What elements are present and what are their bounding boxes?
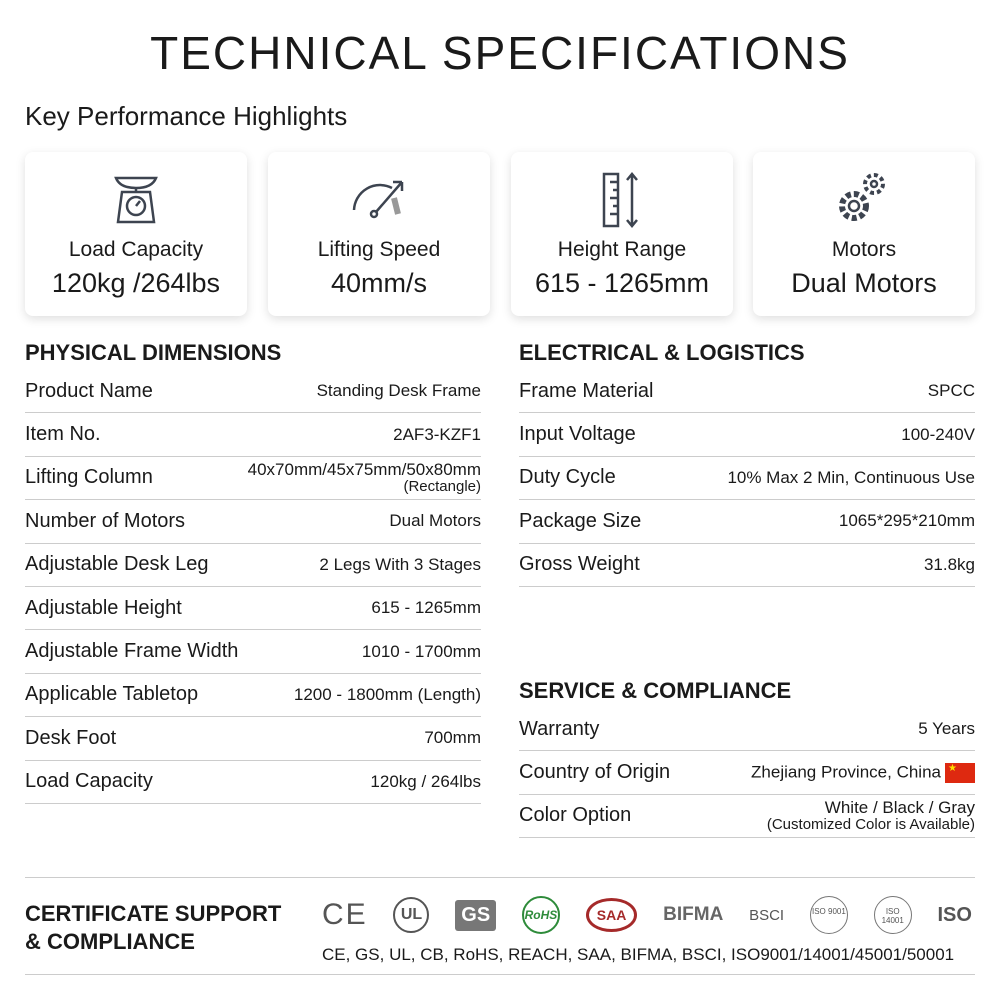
spec-label: Duty Cycle [519,466,616,489]
spec-label: Item No. [25,423,101,446]
spec-label: Input Voltage [519,423,636,446]
spec-value [924,556,975,574]
highlight-label: Motors [831,238,897,261]
spec-row [25,674,481,717]
spec-value [248,461,481,495]
spec-value-text: Standing Desk Frame [316,381,481,401]
certificate-logo-ul-icon: UL [393,897,429,933]
spec-row [25,500,481,543]
spec-value-note: (Rectangle) [403,478,481,496]
spec-row [519,544,975,587]
spec-value-text: White / Black / Gray [824,798,975,818]
certificate-logo-ce-icon: CE [322,898,368,931]
certificate-heading [25,900,281,956]
service-compliance-section [519,674,975,838]
spec-row [519,370,975,413]
certificate-logo-iso-9001-icon: ISO 9001 [810,896,848,934]
highlight-value: Dual Motors [791,268,937,298]
spec-value-text: 2AF3-KZF1 [393,424,481,444]
spec-value-text: 1010 - 1700mm [361,641,481,661]
spec-row [25,457,481,500]
spec-value [839,512,975,530]
spec-row [25,630,481,673]
spec-value [393,426,481,444]
spec-label: Country of Origin [519,761,671,784]
certificate-logo-iso-icon: ISO [937,903,972,926]
spec-label: Applicable Tabletop [25,683,199,706]
spec-value [319,556,481,574]
section-heading: ELECTRICAL & LOGISTICS [519,340,805,365]
spec-value [370,773,481,791]
certificate-logo-bifma-icon: BIFMA [663,904,724,925]
spec-value-text: Zhejiang Province, China [751,762,941,782]
spec-value-text: 1065*295*210mm [838,511,975,531]
spec-value-text: 31.8kg [923,554,975,574]
spec-label: Number of Motors [25,509,186,532]
certificate-logo-rohs-icon: RoHS [522,896,560,934]
spec-label: Product Name [25,379,153,402]
spec-value-text: 1200 - 1800mm (Length) [293,685,481,704]
spec-row [25,587,481,630]
spec-value-note: (Customized Color is Available) [766,816,975,834]
spec-value-text: SPCC [927,381,975,401]
spec-value [317,382,481,400]
spec-label: Adjustable Height [25,596,182,619]
certificate-heading-line1: CERTIFICATE SUPPORT [25,901,282,926]
highlight-card-speed [268,152,490,316]
highlight-value: 120kg /264lbs [51,268,221,298]
speedometer-icon [348,170,410,226]
spec-row [519,795,975,838]
physical-dimensions-section [25,336,481,804]
highlight-card-load [25,152,247,316]
highlight-label: Load Capacity [68,238,204,261]
spec-label: Frame Material [519,379,654,402]
divider [25,877,975,878]
spec-value [371,599,481,617]
certificate-logo-gs-icon: GS [455,900,496,931]
spec-row [519,500,975,543]
ruler-height-icon [596,170,648,230]
spec-value-text: 5 Years [918,719,975,739]
page-title: TECHNICAL SPECIFICATIONS [150,27,850,79]
spec-value [767,799,975,833]
spec-row [519,751,975,794]
spec-row [519,413,975,456]
spec-label: Adjustable Desk Leg [25,553,209,576]
certificate-logo-bsci-icon: BSCI [749,906,785,924]
spec-label: Color Option [519,804,632,827]
highlight-value: 615 - 1265mm [534,268,710,298]
spec-value [362,643,481,661]
spec-label: Lifting Column [25,466,153,489]
spec-label: Load Capacity [25,770,153,793]
spec-label: Adjustable Frame Width [25,640,239,663]
highlights-heading: Key Performance Highlights [25,101,348,131]
highlight-label: Lifting Speed [317,238,441,261]
scale-icon [110,170,162,226]
spec-value-text: 615 - 1265mm [371,598,481,618]
spec-value [294,686,481,704]
spec-label: Package Size [519,509,642,532]
spec-row [25,717,481,760]
spec-row [519,708,975,751]
spec-value-text: 2 Legs With 3 Stages [319,554,481,574]
section-heading: SERVICE & COMPLIANCE [519,678,792,703]
spec-value [389,512,481,530]
gears-icon [834,170,894,226]
spec-value [918,720,975,738]
spec-value-text: 40x70mm/45x75mm/50x80mm [247,460,481,480]
spec-value [727,469,975,487]
spec-value [928,382,975,400]
spec-value-text: 120kg / 264lbs [370,771,481,791]
spec-row [25,544,481,587]
section-heading: PHYSICAL DIMENSIONS [25,340,282,365]
certificate-logos [322,893,972,937]
highlight-value: 40mm/s [330,268,428,298]
spec-value-text: Dual Motors [389,511,481,531]
highlight-label: Height Range [557,238,687,261]
certificate-list: CE, GS, UL, CB, RoHS, REACH, SAA, BIFMA, BSCI, ISO9001/14001/45001/50001 [322,945,955,964]
electrical-logistics-section [519,336,975,587]
spec-row [25,761,481,804]
spec-label: Gross Weight [519,553,640,576]
highlight-card-height [511,152,733,316]
highlight-card-motors [753,152,975,316]
spec-row [25,370,481,413]
certificate-logo-iso-14001-icon: ISO 14001 [874,896,912,934]
spec-value [424,729,481,747]
spec-value-text: 10% Max 2 Min, Continuous Use [727,468,975,488]
spec-value-text: 700mm [424,728,481,748]
spec-value [751,763,975,783]
spec-row [519,457,975,500]
divider [25,974,975,975]
spec-value [901,426,975,444]
spec-label: Desk Foot [25,726,117,749]
spec-value-text: 100-240V [901,424,975,444]
china-flag-icon [945,763,975,783]
spec-row [25,413,481,456]
certificate-heading-line2: & COMPLIANCE [25,929,195,954]
spec-label: Warranty [519,717,600,740]
certificate-logo-saa-icon: SAA [586,898,638,932]
